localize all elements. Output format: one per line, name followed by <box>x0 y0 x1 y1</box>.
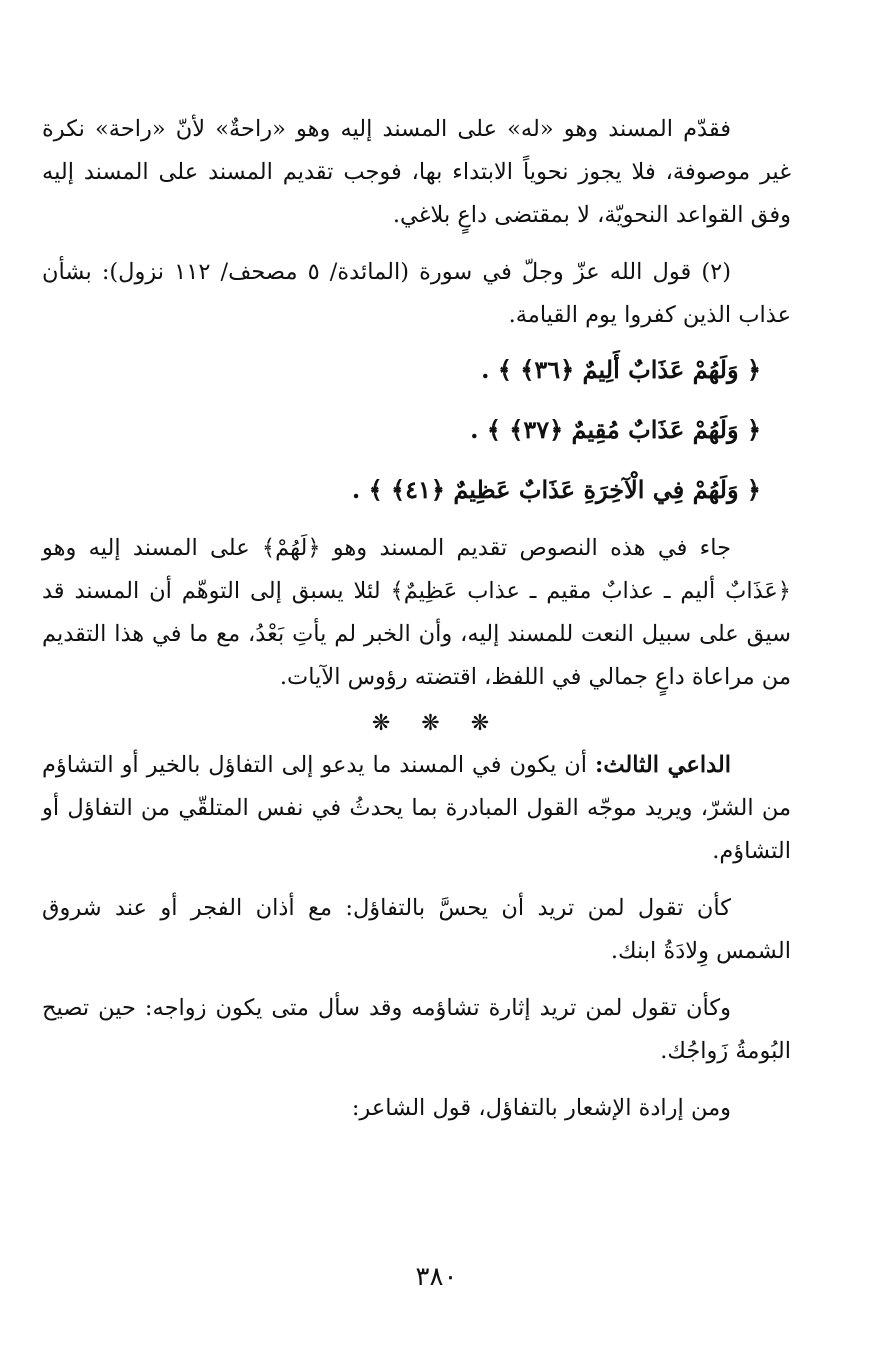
paragraph-analysis: جاء في هذه النصوص تقديم المسند وهو ﴿لَهُمْ﴾ على المسند إليه وهو ﴿عَذَابٌ أليم ـ عذابٌ مقيم ـ عذاب عَظِيمٌ﴾ لئلا يسبق إلى التوهّم أن المسند قد سيق على سبيل النعت للمسند إليه، وأن الخبر لم يأتِ بَعْدُ، مع ما في هذا التقديم من مراعاة داعٍ جمالي في اللفظ، اقتضته رؤوس الآيات. <box>42 535 791 690</box>
page-number: ٣٨٠ <box>415 1262 458 1292</box>
paragraph-text: أن يكون في المسند ما يدعو إلى التفاؤل بالخير أو التشاؤم من الشرّ، ويريد موجّه القول المبادرة بما يحدثُ في نفس المتلقّي من التفاؤل أو التشاؤم. <box>42 752 791 864</box>
quran-verse: ﴿ وَلَهُمْ عَذَابٌ مُقِيمٌ ﴿٣٧﴾ ﴾ . <box>470 415 761 444</box>
paragraph-example-pessimism: وكأن تقول لمن تريد إثارة تشاؤمه وقد سأل متى يكون زواجه: حين تصيح البُومةُ زَواجُك. <box>42 995 791 1064</box>
quran-verse: ﴿ وَلَهُمْ عَذَابٌ أَلِيمٌ ﴿٣٦﴾ ﴾ . <box>481 355 761 384</box>
paragraph-third-motive <box>42 744 791 873</box>
paragraph-explanation: فقدّم المسند وهو «له» على المسند إليه وهو «راحةٌ» لأنّ «راحة» نكرة غير موصوفة، فلا يجوز نحوياً الابتداء بها، فوجب تقديم المسند على المسند إليه وفق القواعد النحويّة، لا بمقتضى داعٍ بلاغي. <box>42 116 791 228</box>
section-separator: ❋ ❋ ❋ <box>371 711 502 736</box>
paragraph-quran-reference: (٢) قول الله عزّ وجلّ في سورة (المائدة/ ٥ مصحف/ ١١٢ نزول): بشأن عذاب الذين كفروا يوم القيامة. <box>42 259 791 328</box>
paragraph-poet-intro: ومن إرادة الإشعار بالتفاؤل، قول الشاعر: <box>351 1095 731 1121</box>
section-heading: الداعي الثالث: <box>595 752 731 778</box>
quran-verse: ﴿ وَلَهُمْ فِي الْآخِرَةِ عَذَابٌ عَظِيمٌ ﴿٤١﴾ ﴾ . <box>351 475 761 504</box>
paragraph-example-optimism: كأن تقول لمن تريد أن يحسَّ بالتفاؤل: مع أذان الفجر أو عند شروق الشمس وِلادَةُ ابنك. <box>42 895 791 964</box>
